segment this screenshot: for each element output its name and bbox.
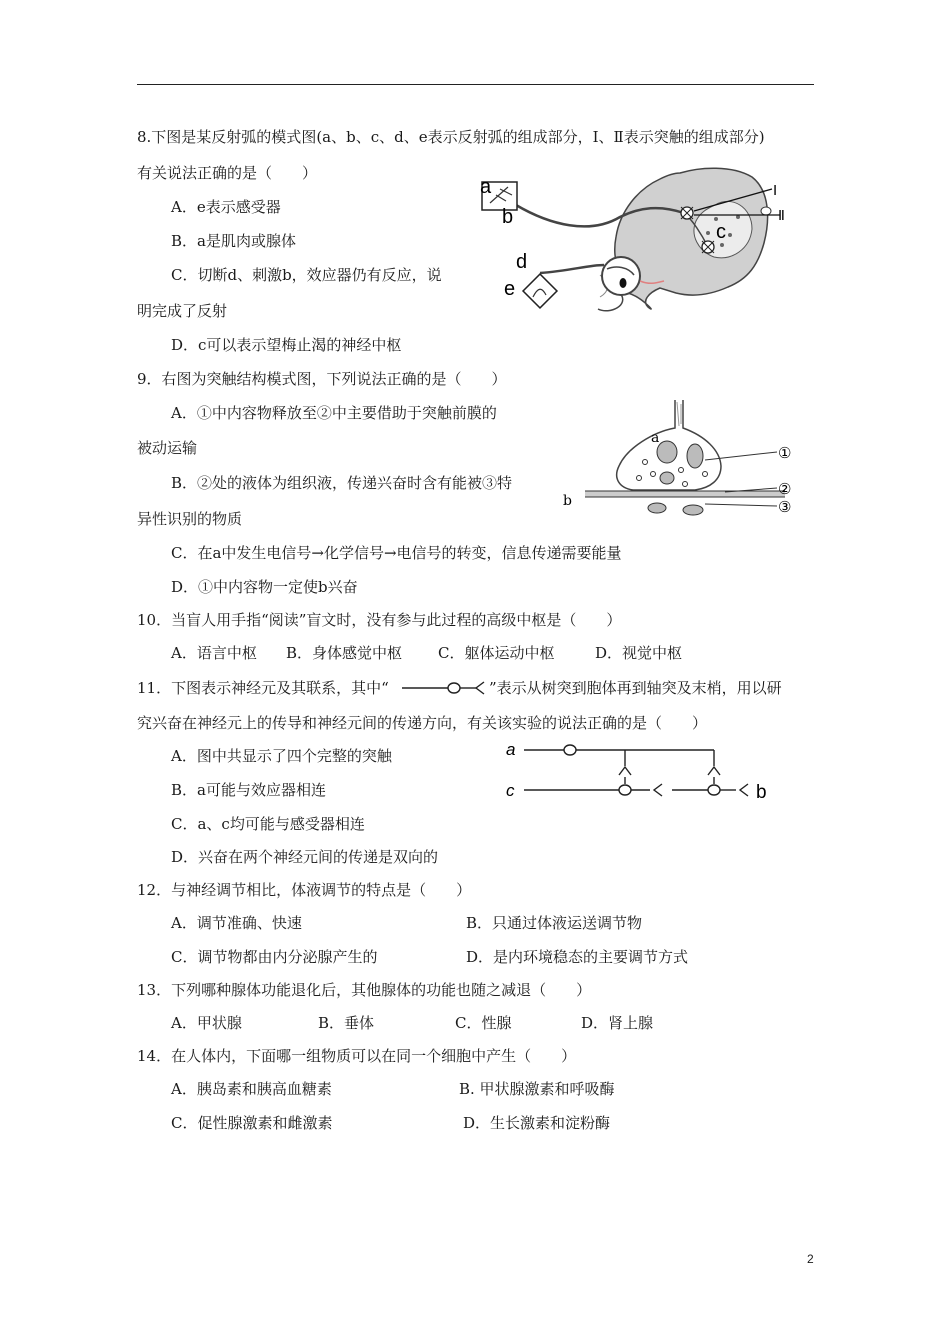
neuron-chain-figure bbox=[500, 738, 780, 804]
q11-option-b: B．a可能与效应器相连 bbox=[171, 781, 326, 799]
reflex-label-c: c bbox=[716, 221, 726, 243]
q12-option-b: B．只通过体液运送调节物 bbox=[466, 914, 643, 932]
q8-option-c-line2: 明完成了反射 bbox=[137, 302, 228, 320]
reflex-label-d: d bbox=[516, 251, 528, 273]
q13-option-c: C．性腺 bbox=[455, 1014, 512, 1032]
reflex-label-b: b bbox=[502, 206, 514, 228]
q11-option-a: A．图中共显示了四个完整的突触 bbox=[171, 747, 392, 765]
reflex-label-synapse-ii: Ⅱ bbox=[778, 207, 785, 223]
synapse-label-a: a bbox=[651, 430, 660, 446]
q11-option-c: C．a、c均可能与感受器相连 bbox=[171, 815, 365, 833]
q8-option-d: D．c可以表示望梅止渴的神经中枢 bbox=[171, 336, 402, 354]
q10-stem: 10．当盲人用手指“阅读”盲文时，没有参与此过程的高级中枢是（ ） bbox=[137, 611, 622, 629]
neuron-label-a: a bbox=[506, 740, 516, 759]
page-number: 2 bbox=[807, 1252, 814, 1266]
q14-option-b: B. 甲状腺激素和呼吸酶 bbox=[459, 1080, 615, 1098]
q9-option-a-line1: A．①中内容物释放至②中主要借助于突触前膜的 bbox=[171, 404, 497, 422]
q10-option-d: D．视觉中枢 bbox=[595, 644, 683, 662]
q9-stem: 9．右图为突触结构模式图，下列说法正确的是（ ） bbox=[137, 370, 507, 388]
q14-stem: 14．在人体内，下面哪一组物质可以在同一个细胞中产生（ ） bbox=[137, 1047, 577, 1065]
q12-stem: 12．与神经调节相比，体液调节的特点是（ ） bbox=[137, 881, 472, 899]
q14-option-c: C．促性腺激素和雌激素 bbox=[171, 1114, 333, 1132]
neuron-symbol-icon bbox=[402, 679, 486, 697]
synapse-label-b: b bbox=[563, 493, 572, 509]
q8-option-a: A．e表示感受器 bbox=[171, 198, 281, 216]
q12-option-d: D．是内环境稳态的主要调节方式 bbox=[466, 948, 689, 966]
q8-option-c-line1: C．切断d、刺激b，效应器仍有反应，说 bbox=[171, 266, 442, 284]
reflex-label-a: a bbox=[480, 176, 492, 198]
q11-option-d: D．兴奋在两个神经元间的传递是双向的 bbox=[171, 848, 439, 866]
synapse-label-3: ③ bbox=[778, 498, 792, 516]
header-rule bbox=[137, 84, 814, 85]
q13-option-a: A．甲状腺 bbox=[171, 1014, 242, 1032]
q9-option-a-line2: 被动运输 bbox=[137, 439, 198, 457]
reflex-label-e: e bbox=[504, 278, 516, 300]
q10-option-b: B．身体感觉中枢 bbox=[286, 644, 403, 662]
q9-option-b-line1: B．②处的液体为组织液，传递兴奋时含有能被③特 bbox=[171, 474, 513, 492]
reflex-label-synapse-i: Ⅰ bbox=[773, 182, 778, 198]
synapse-figure bbox=[555, 400, 800, 520]
q9-option-c: C．在a中发生电信号→化学信号→电信号的转变，信息传递需要能量 bbox=[171, 544, 622, 562]
synapse-label-1: ① bbox=[778, 444, 792, 462]
q11-stem-line1a: 11．下图表示神经元及其联系，其中“ bbox=[137, 679, 389, 697]
q8-stem-line1: 8.下图是某反射弧的模式图(a、b、c、d、e表示反射弧的组成部分，Ⅰ、Ⅱ表示突触的组成部分) bbox=[137, 128, 765, 146]
q8-option-b: B．a是肌肉或腺体 bbox=[171, 232, 296, 250]
q11-stem-line2: 究兴奋在神经元上的传导和神经元间的传递方向，有关该实验的说法正确的是（ ） bbox=[137, 714, 708, 732]
q14-option-d: D．生长激素和淀粉酶 bbox=[463, 1114, 611, 1132]
q13-option-b: B．垂体 bbox=[318, 1014, 375, 1032]
q10-option-c: C．躯体运动中枢 bbox=[438, 644, 555, 662]
q13-stem: 13．下列哪种腺体功能退化后，其他腺体的功能也随之减退（ ） bbox=[137, 981, 592, 999]
q12-option-a: A．调节准确、快速 bbox=[171, 914, 302, 932]
q9-option-d: D．①中内容物一定使b兴奋 bbox=[171, 578, 358, 596]
q13-option-d: D．肾上腺 bbox=[581, 1014, 654, 1032]
synapse-label-2: ② bbox=[778, 480, 792, 498]
neuron-label-c: c bbox=[506, 781, 515, 800]
reflex-arc-figure bbox=[470, 165, 785, 325]
q8-stem-line2: 有关说法正确的是（ ） bbox=[137, 164, 318, 182]
q11-stem-line1b: ”表示从树突到胞体再到轴突及末梢，用以研 bbox=[489, 679, 782, 697]
q14-option-a: A．胰岛素和胰高血糖素 bbox=[171, 1080, 332, 1098]
q10-option-a: A．语言中枢 bbox=[171, 644, 257, 662]
neuron-label-b: b bbox=[756, 782, 767, 803]
q9-option-b-line2: 异性识别的物质 bbox=[137, 510, 243, 528]
q12-option-c: C．调节物都由内分泌腺产生的 bbox=[171, 948, 378, 966]
